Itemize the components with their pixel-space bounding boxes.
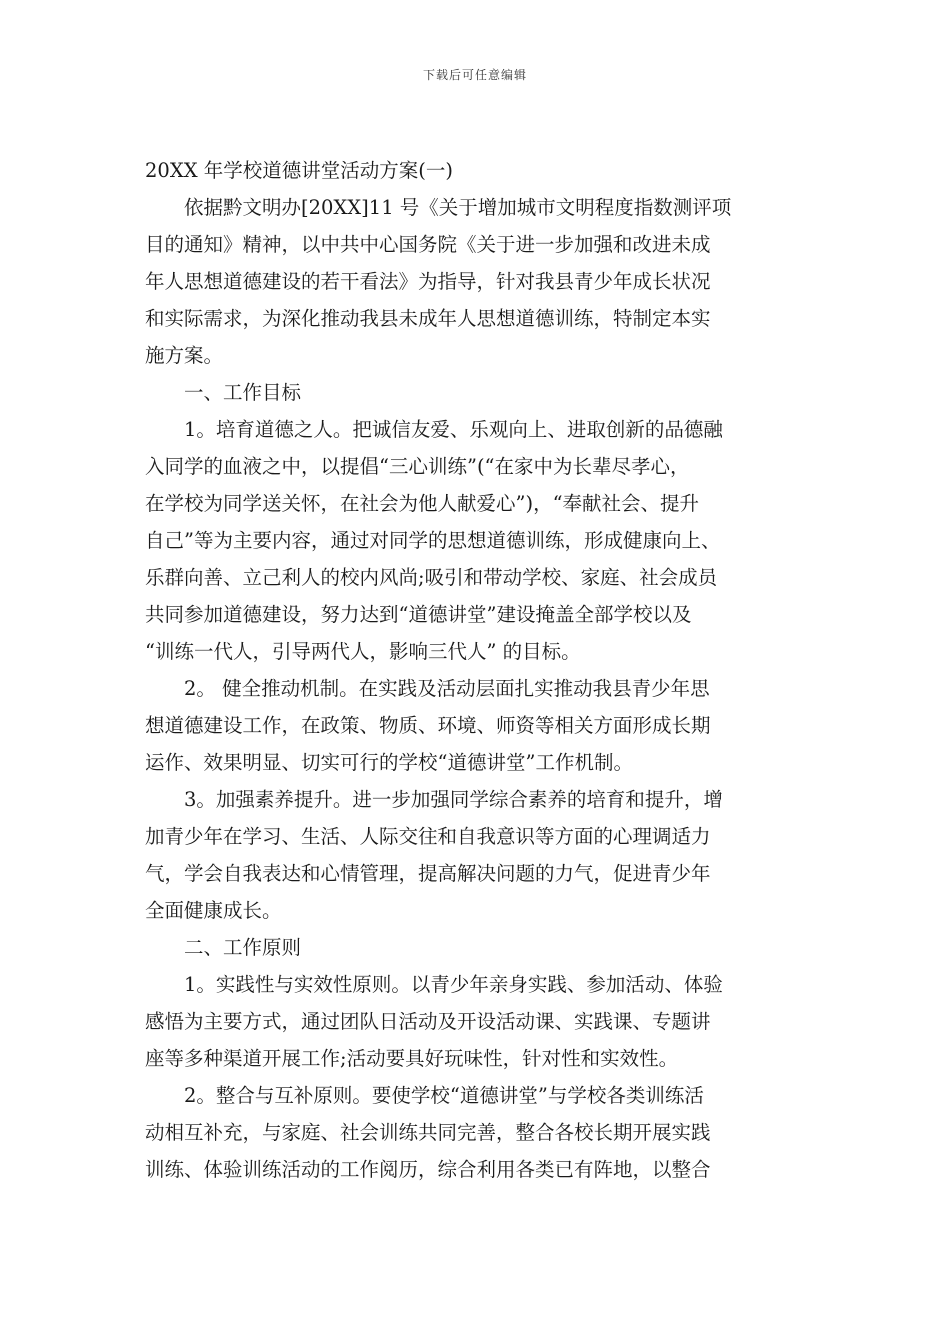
paragraph-goal-3: 3。加强素养提升。进一步加强同学综合素养的培育和提升，增 加青少年在学习、生活、人际交往和自我意识等方面的心理调适力 气，学会自我表达和心情管理，提高解决问题的力气，促进青少年 全面健康成长。: [145, 788, 723, 922]
paragraph-goal-2: 2。 健全推动机制。在实践及活动层面扎实推动我县青少年思 想道德建设工作，在政策、物质、环境、师资等相关方面形成长期 运作、效果明显、切实可行的学校“道德讲堂”工作机制。: [145, 677, 711, 774]
paragraph-intro: 依据黔文明办[20XX]11 号《关于增加城市文明程度指数测评项 目的通知》精神，以中共中心国务院《关于进一步加强和改进未成 年人思想道德建设的若干看法》为指导，针对我县青少年成长状况 和实际需求，为深化推动我县未成年人思想道德训练，特制定本实 施方案。: [145, 196, 732, 367]
paragraph-principle-1: 1。实践性与实效性原则。以青少年亲身实践、参加活动、体验 感悟为主要方式，通过团队日活动及开设活动课、实践课、专题讲 座等多种渠道开展工作;活动要具好玩味性，针对性和实效性。: [145, 973, 723, 1070]
document-title: 20XX 年学校道德讲堂活动方案(一): [145, 159, 453, 182]
section-heading-principles: 二、工作原则: [184, 936, 302, 959]
section-heading-goals: 一、工作目标: [184, 381, 302, 404]
paragraph-goal-1: 1。培育道德之人。把诚信友爱、乐观向上、进取创新的品德融 入同学的血液之中，以提倡“三心训练”(“在家中为长辈尽孝心， 在学校为同学送关怀，在社会为他人献爱心”)，“奉献社会、提升 自己”等为主要内容，通过对同学的思想道德训练，形成健康向上、 乐群向善、立己利人的校内风尚;吸引和带动学校、家庭、社会成员 共同参加道德建设，努力达到“道德讲堂”建设掩盖全部学校以及 “训练一代人，引导两代人，影响三代人” 的目标。: [145, 418, 723, 663]
paragraph-principle-2: 2。整合与互补原则。要使学校“道德讲堂”与学校各类训练活 动相互补充，与家庭、社会训练共同完善，整合各校长期开展实践 训练、体验训练活动的工作阅历，综合利用各类已有阵地，以整合: [145, 1084, 711, 1181]
header-note: 下载后可任意编辑: [422, 68, 527, 82]
document-body: [145, 152, 810, 1188]
